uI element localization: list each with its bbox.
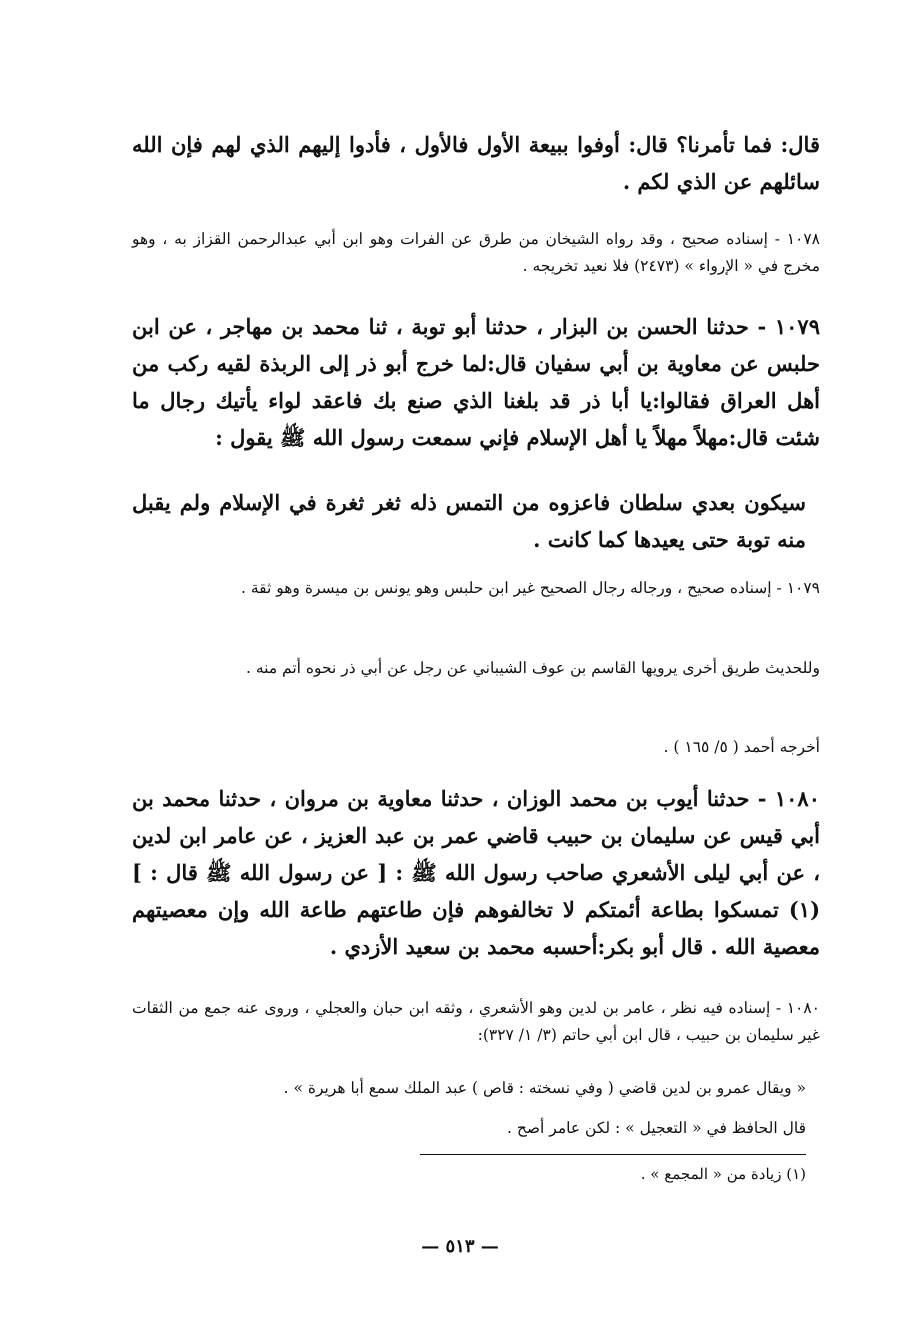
note-1079-ahmad: أخرجه أحمد ( ٥/ ١٦٥ ) .: [663, 738, 820, 756]
hadith-1079-text: سيكون بعدي سلطان فاعزوه من التمس ذله ثغر ثغرة في الإسلام ولم يقبل منه توبة حتى يعيدها كما كانت .: [132, 490, 806, 552]
page-number: — ٥١٣ —: [421, 1236, 499, 1257]
note-1080: ١٠٨٠ - إسناده فيه نظر ، عامر بن لدين وهو الأشعري ، وثقه ابن حبان والعجلي ، وروى عنه جمع من الثقات غير سليمان بن حبيب ، قال ابن أبي حاتم (٣/ ١/ ٣٢٧):: [132, 999, 820, 1044]
footnote-separator: [420, 1154, 806, 1155]
footnote: (١) زيادة من « المجمع » .: [640, 1165, 806, 1183]
note-1080-quote: « ويقال عمرو بن لدين قاضي ( وفي نسخته : قاص ) عبد الملك سمع أبا هريرة » .: [283, 1079, 806, 1097]
note-1078: ١٠٧٨ - إسناده صحيح ، وقد رواه الشيخان من طرق عن الفرات وهو ابن أبي عبدالرحمن القزاز به ، وهو مخرج في « الإرواء » (٢٤٧٣) فلا نعيد تخريجه .: [132, 230, 820, 275]
hadith-1080: ١٠٨٠ - حدثنا أيوب بن محمد الوزان ، حدثنا معاوية بن مروان ، حدثنا محمد بن أبي قيس عن سليمان بن حبيب قاضي عمر بن عبد العزيز ، عن عامر ابن لدين ، عن أبي ليلى الأشعري صاحب رسول الله ﷺ : [ عن رسول الله ﷺ قال : ] (١) تمسكوا بطاعة أئمتكم لا تخالفوهم فإن طاعتهم طاعة الله وإن معصيتهم معصية الله . قال أبو بكر:أحسبه محمد بن سعيد الأزدي .: [132, 786, 820, 959]
paragraph-continuation: قال: فما تأمرنا؟ قال: أوفوا ببيعة الأول فالأول ، فأدوا إليهم الذي لهم فإن الله سائلهم عن الذي لكم .: [132, 132, 820, 194]
note-1079: ١٠٧٩ - إسناده صحيح ، ورجاله رجال الصحيح غير ابن حلبس وهو يونس بن ميسرة وهو ثقة .: [240, 579, 820, 597]
note-1079-other-route: وللحديث طريق أخرى يرويها القاسم بن عوف الشيباني عن رجل عن أبي ذر نحوه أتم منه .: [245, 659, 820, 677]
hadith-1079: ١٠٧٩ - حدثنا الحسن بن البزار ، حدثنا أبو توبة ، ثنا محمد بن مهاجر ، عن ابن حلبس عن معاوية بن أبي سفيان قال:لما خرج أبو ذر إلى الربذة لقيه ركب من أهل العراق فقالوا:يا أبا ذر قد بلغنا الذي صنع بك فاعقد لواء يأتيك رجال ما شئت قال:مهلاً مهلاً يا أهل الإسلام فإني سمعت رسول الله ﷺ يقول :: [132, 314, 820, 450]
note-1080-hafiz: قال الحافظ في « التعجيل » : لكن عامر أصح .: [507, 1119, 806, 1137]
